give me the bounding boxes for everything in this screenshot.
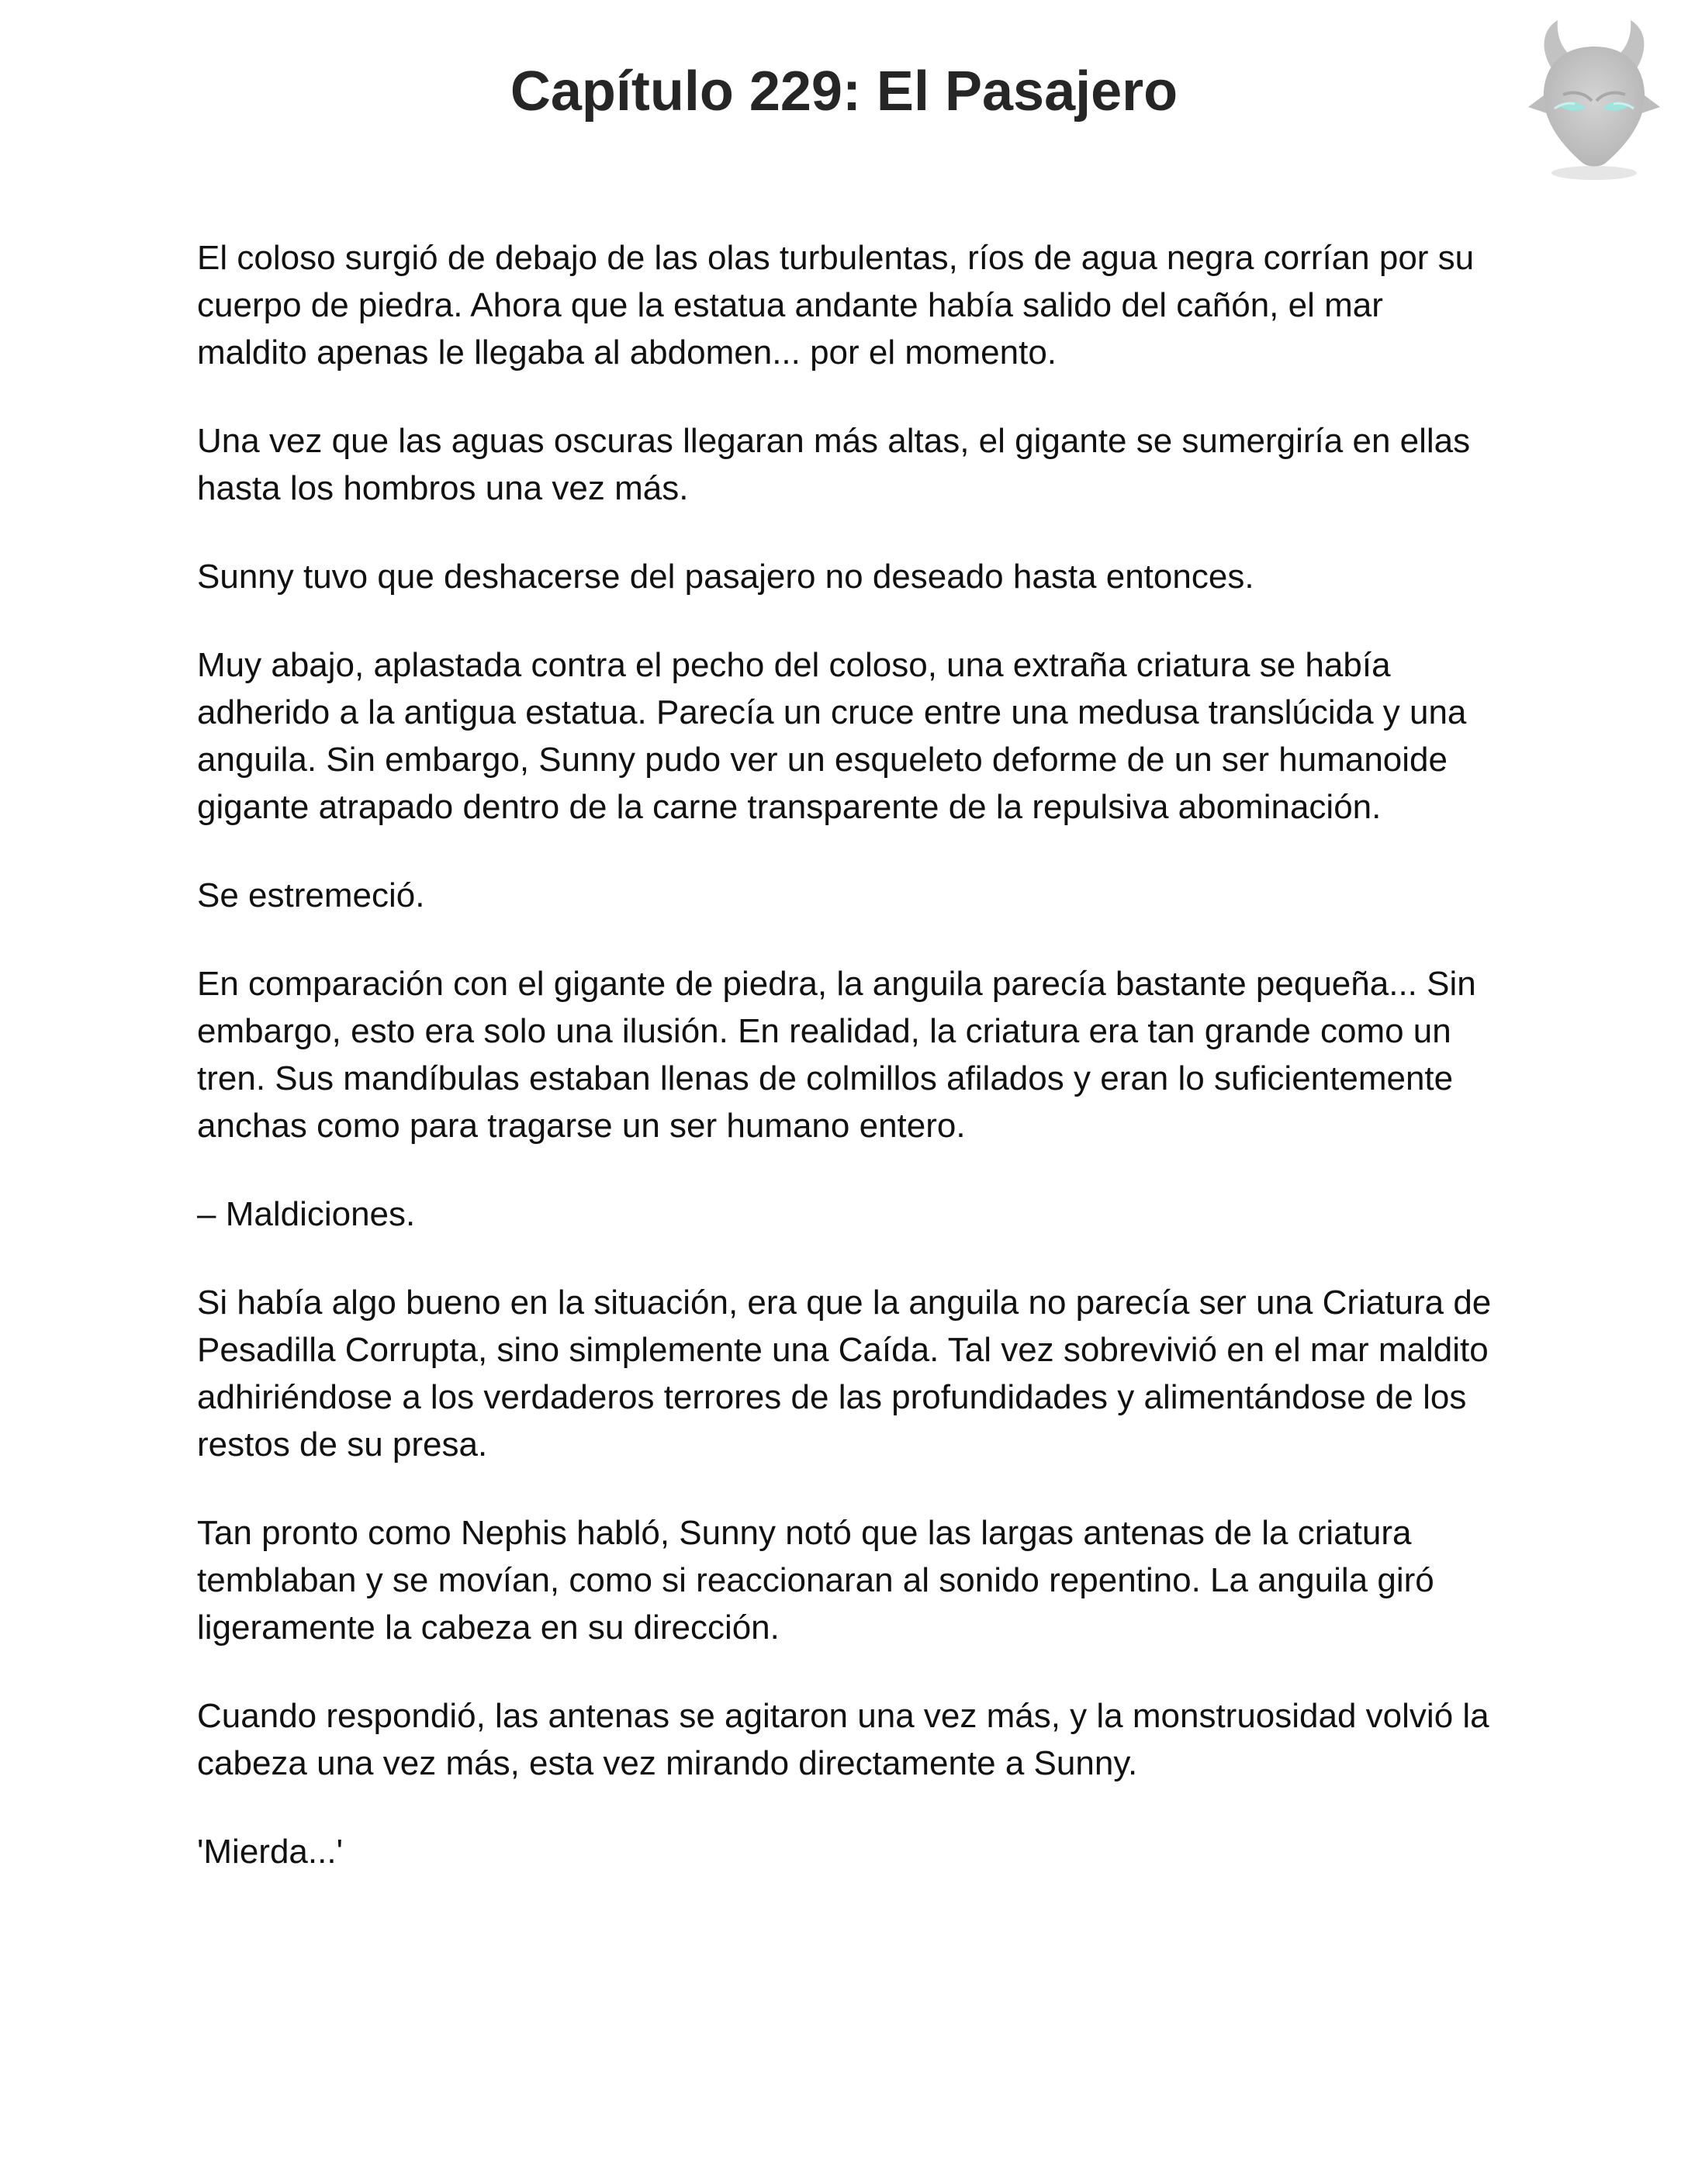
paragraph: El coloso surgió de debajo de las olas turbulentas, ríos de agua negra corrían por su cuerpo de piedra. Ahora que la estatua andante había salido del cañón, el mar maldito apenas le llegaba al abdomen... por el momento. <box>197 239 1475 371</box>
paragraph: Se estremeció. <box>197 876 425 914</box>
chapter-title: Capítulo 229: El Pasajero <box>510 60 1178 123</box>
paragraph: Si había algo bueno en la situación, era que la anguila no parecía ser una Criatura de Pesadilla Corrupta, sino simplemente una Caída. Tal vez sobrevivió en el mar maldito adhiriéndose a los verdaderos terrores de las profundidades y alimentándose de los restos de su presa. <box>197 1284 1492 1463</box>
paragraph: En comparación con el gigante de piedra, la anguila parecía bastante pequeña... Sin embargo, esto era solo una ilusión. En realidad, la criatura era tan grande como un tren. Sus mandíbulas estaban llenas de colmillos afilados y eran lo suficientemente anchas como para tragarse un ser humano entero. <box>197 965 1476 1145</box>
paragraph: 'Mierda...' <box>197 1833 343 1871</box>
horned-demon-head-icon <box>1520 14 1668 185</box>
paragraph: – Maldiciones. <box>197 1195 416 1233</box>
paragraph: Cuando respondió, las antenas se agitaron una vez más, y la monstruosidad volvió la cabeza una vez más, esta vez mirando directamente a Sunny. <box>197 1697 1489 1782</box>
chapter-body <box>197 234 1500 1916</box>
paragraph: Una vez que las aguas oscuras llegaran más altas, el gigante se sumergiría en ellas hasta los hombros una vez más. <box>197 422 1471 507</box>
logo-graphic <box>1520 14 1668 185</box>
paragraph: Tan pronto como Nephis habló, Sunny notó que las largas antenas de la criatura temblaban y se movían, como si reaccionaran al sonido repentino. La anguila giró ligeramente la cabeza en su dirección. <box>197 1514 1434 1647</box>
paragraph: Sunny tuvo que deshacerse del pasajero no deseado hasta entonces. <box>197 558 1254 596</box>
paragraph: Muy abajo, aplastada contra el pecho del coloso, una extraña criatura se había adherido a la antigua estatua. Parecía un cruce entre una medusa translúcida y una anguila. Sin embargo, Sunny pudo ver un esqueleto deforme de un ser humanoide gigante atrapado dentro de la carne transparente de la repulsiva abominación. <box>197 646 1467 826</box>
